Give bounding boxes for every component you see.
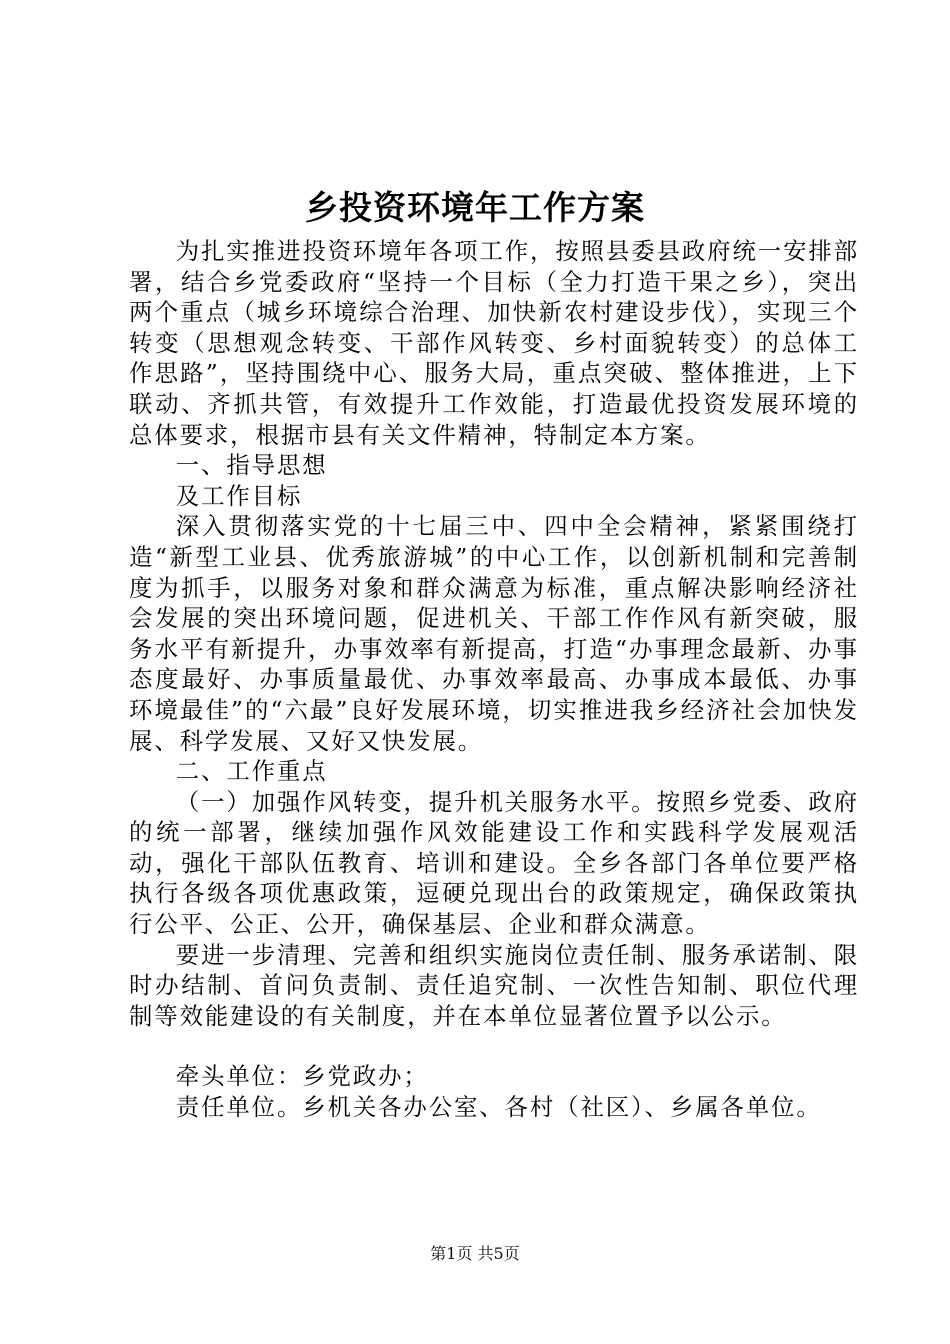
section-heading-work-goals: 及工作目标 (175, 481, 303, 510)
paragraph-spacer (129, 1031, 859, 1061)
page-footer: 第1页 共5页 (430, 1244, 520, 1263)
focus-item-1-continued-paragraph: 要进一步清理、完善和组织实施岗位责任制、服务承诺制、限时办结制、首问负责制、责任追究制、一次性告知制、职位代理制等效能建设的有关制度，并在本单位显著位置予以公示。 (129, 940, 859, 1030)
document-body (129, 236, 859, 1123)
lead-unit-line: 牵头单位：乡党政办； (175, 1062, 429, 1091)
section-heading-guiding-thought: 一、指导思想 (175, 451, 328, 480)
page-title: 乡投资环境年工作方案 (305, 188, 645, 227)
focus-item-1-paragraph: （一）加强作风转变，提升机关服务水平。按照乡党委、政府的统一部署，继续加强作风效能建设工作和实践科学发展观活动，强化干部队伍教育、培训和建设。全乡各部门各单位要严格执行各级各项优惠政策，逗硬兑现出台的政策规定，确保政策执行公平、公正、公开，确保基层、企业和群众满意。 (129, 787, 859, 939)
section-heading-work-focus: 二、工作重点 (175, 757, 328, 786)
responsible-unit-line: 责任单位。乡机关各办公室、各村（社区）、乡属各单位。 (175, 1093, 822, 1122)
goals-paragraph: 深入贯彻落实党的十七届三中、四中全会精神，紧紧围绕打造“新型工业县、优秀旅游城”的中心工作，以创新机制和完善制度为抓手，以服务对象和群众满意为标准，重点解决影响经济社会发展的突出环境问题，促进机关、干部工作作风有新突破，服务水平有新提升，办事效率有新提高，打造“办事理念最新、办事态度最好、办事质量最优、办事效率最高、办事成本最低、办事环境最佳”的“六最”良好发展环境，切实推进我乡经济社会加快发展、科学发展、又好又快发展。 (129, 512, 859, 755)
intro-paragraph: 为扎实推进投资环境年各项工作，按照县委县政府统一安排部署，结合乡党委政府“坚持一个目标（全力打造干果之乡），突出两个重点（城乡环境综合治理、加快新农村建设步伐），实现三个转变（思想观念转变、干部作风转变、乡村面貌转变）的总体工作思路”，坚持围绕中心、服务大局，重点突破、整体推进，上下联动、齐抓共管，有效提升工作效能，打造最优投资发展环境的总体要求，根据市县有关文件精神，特制定本方案。 (129, 237, 859, 449)
